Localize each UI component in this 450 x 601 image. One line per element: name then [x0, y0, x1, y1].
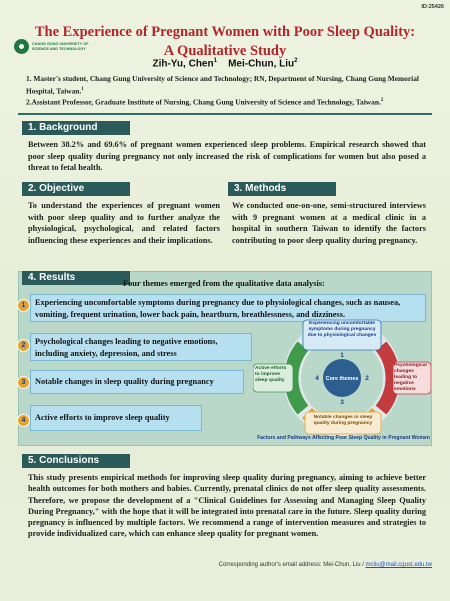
logo-text-line-1: CHANG GUNG UNIVERSITY OF — [32, 41, 89, 46]
affiliation-1-text: 1. Master's student, Chang Gung University of Science and Technology; RN, Department of Nursing, Chang Gung Memorial Hospital, Taiwan. — [26, 74, 419, 95]
themes-diagram — [253, 318, 431, 436]
author-1-sup: 1 — [213, 58, 217, 64]
author-2-sup: 2 — [294, 58, 298, 64]
affiliation-2-sup: 2 — [380, 98, 384, 104]
results-intro: Four themes emerged from the qualitative data analysis: — [123, 279, 325, 288]
theme-1-box: Experiencing uncomfortable symptoms during pregnancy due to physiological changes, such as nausea, vomiting, frequent urination, lower back pain, heartburn, breathlessness, and dizziness. — [30, 294, 426, 322]
theme-3-box: Notable changes in sleep quality during pregnancy — [30, 370, 244, 394]
authors — [0, 58, 450, 69]
diagram-box-3-label-wrap — [306, 415, 380, 433]
poster-id: ID:25426 — [421, 4, 444, 10]
objective-heading: 2. Objective — [22, 182, 130, 196]
header-divider — [18, 113, 432, 115]
author-2: Mei-Chun, Liu — [228, 58, 295, 70]
university-logo — [14, 38, 96, 55]
results-heading: 4. Results — [22, 271, 130, 285]
logo-text — [32, 42, 88, 51]
figure-caption: Factors and Pathways Affecting Poor Sleep Quality in Pregnant Women — [257, 435, 430, 441]
affiliation-2-text: 2.Assistant Professor, Graduate Institute of Nursing, Chang Gung University of Science and Technology, Taiwan. — [26, 97, 381, 107]
affiliation-2 — [26, 96, 426, 108]
background-heading: 1. Background — [22, 121, 130, 135]
diagram-core-label: Core themes — [325, 376, 359, 382]
contact-label: Corresponding author's email address: Mei-Chun, Liu / — [218, 562, 364, 568]
affiliation-1-sup: 1 — [81, 86, 84, 92]
diagram-label-4: Active efforts to improve sleep quality — [255, 366, 287, 383]
diagram-num-3: 3 — [340, 399, 344, 406]
diagram-arc-right — [381, 346, 393, 410]
theme-3-badge: 3 — [17, 376, 30, 389]
theme-1-badge: 1 — [17, 299, 30, 312]
conclusions-heading: 5. Conclusions — [22, 454, 130, 468]
diagram-box-2-label-wrap — [394, 363, 430, 393]
affiliations — [26, 74, 426, 108]
methods-text: We conducted one-on-one, semi-structured interviews with 9 pregnant women at a medical clinic in a hospital in southern Taiwan to identify the factors contributing to poor sleep quality during pregnancy. — [232, 201, 426, 245]
diagram-box-4-label-wrap — [255, 366, 291, 392]
university-emblem-icon — [14, 39, 29, 54]
diagram-label-1: Experiencing uncomfortable symptoms during pregnancy due to physiological changes — [307, 321, 377, 338]
title-line-2: A Qualitative Study — [163, 43, 287, 59]
objective-text: To understand the experiences of pregnant women with poor sleep quality and to further analyze the physiological, psychological, and related factors influencing these experiences and their implications. — [28, 201, 220, 245]
author-1: Zih-Yu, Chen — [152, 58, 214, 70]
background-text: Between 38.2% and 69.6% of pregnant women experienced sleep problems. Empirical research showed that poor sleep quality during pregnancy not only increased the risk of complications for women but also posed a threat to fetal health. — [28, 140, 426, 172]
contact-email-link[interactable]: mcliu@mail.cgust.edu.tw — [365, 562, 432, 568]
diagram-num-2: 2 — [365, 375, 369, 382]
diagram-label-2: Psychological changes leading to negative emotions — [394, 363, 427, 392]
methods-heading: 3. Methods — [228, 182, 336, 196]
title-line-1: The Experience of Pregnant Women with Poor Sleep Quality: — [34, 24, 416, 40]
theme-4-box: Active efforts to improve sleep quality — [30, 405, 202, 431]
theme-4-badge: 4 — [17, 414, 30, 427]
logo-text-line-2: SCIENCE AND TECHNOLOGY — [32, 46, 86, 51]
contact-line — [0, 562, 432, 568]
diagram-num-4: 4 — [315, 375, 319, 382]
affiliation-1 — [26, 74, 426, 96]
conclusions-text: This study presents empirical methods for improving sleep quality during pregnancy, aiming to achieve better health outcomes for both mothers and babies. Currently, prenatal clinics do not offer sleep quality assessments. Therefore, we propose the development of a "Clinical Guidelines for Assessing and Managing Sleep Quality During Pregnancy," with the hope that it will be integrated into prenatal care in the future. Sleep quality during pregnancy is influenced by multiple factors. We recommend a range of intervention measures and strategies to provide individualized care, which can enhance sleep quality for pregnant women. — [28, 473, 426, 539]
diagram-label-3: Notable changes in sleep quality during pregnancy — [313, 415, 373, 426]
diagram-box-1-label-wrap — [304, 321, 380, 349]
theme-2-badge: 2 — [17, 339, 30, 352]
theme-2-box: Psychological changes leading to negative emotions, including anxiety, depression, and stress — [30, 333, 252, 361]
diagram-num-1: 1 — [340, 352, 344, 359]
